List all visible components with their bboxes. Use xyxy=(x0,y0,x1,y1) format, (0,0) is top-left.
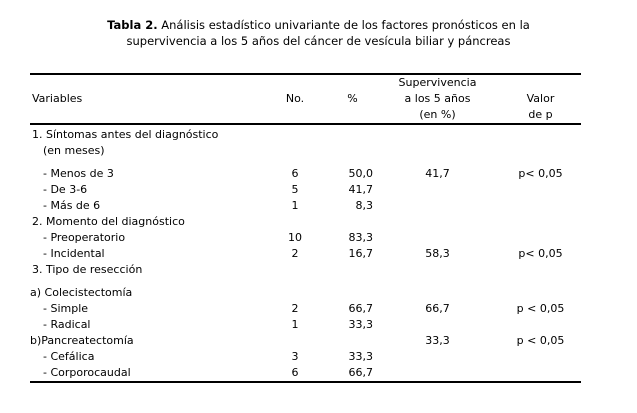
table-row xyxy=(30,301,581,317)
cell-percent: 66,7 xyxy=(348,366,373,379)
cell-percent: 66,7 xyxy=(348,302,373,315)
cell-supervivencia xyxy=(375,143,500,159)
cell-percent xyxy=(330,262,375,278)
column-header-supervivencia-line2: a los 5 años xyxy=(404,92,471,105)
cell-percent xyxy=(330,214,375,230)
row-label: - De 3-6 xyxy=(43,183,88,196)
cell-supervivencia xyxy=(375,278,500,301)
column-header-no: No. xyxy=(260,74,330,124)
header-row xyxy=(30,74,581,124)
column-header-percent: % xyxy=(330,74,375,124)
cell-supervivencia xyxy=(375,214,500,230)
cell-pvalue xyxy=(500,349,581,365)
cell-supervivencia xyxy=(375,262,500,278)
row-label: b)Pancreatectomía xyxy=(30,334,134,347)
table-body xyxy=(30,124,581,382)
cell-supervivencia: 41,7 xyxy=(425,167,450,180)
table-row xyxy=(30,143,581,159)
cell-percent xyxy=(330,278,375,301)
table-row xyxy=(30,182,581,198)
row-label: - Incidental xyxy=(43,247,105,260)
cell-percent xyxy=(330,124,375,143)
row-label: 1. Síntomas antes del diagnóstico xyxy=(32,128,219,141)
table-caption-line1 xyxy=(0,17,637,33)
table-caption xyxy=(0,0,637,49)
table-row xyxy=(30,262,581,278)
row-label: 3. Tipo de resección xyxy=(32,263,143,276)
cell-no: 2 xyxy=(291,302,299,315)
cell-percent: 8,3 xyxy=(355,199,373,212)
cell-supervivencia xyxy=(375,124,500,143)
cell-pvalue: p< 0,05 xyxy=(518,167,563,180)
table-caption-text2: supervivencia a los 5 años del cáncer de vesícula biliar y páncreas xyxy=(126,34,511,48)
table-row xyxy=(30,124,581,143)
cell-no xyxy=(260,124,330,143)
cell-supervivencia xyxy=(375,230,500,246)
cell-supervivencia xyxy=(375,182,500,198)
cell-no: 10 xyxy=(288,231,302,244)
cell-no: 1 xyxy=(291,199,299,212)
cell-no xyxy=(260,262,330,278)
column-header-supervivencia xyxy=(375,74,500,124)
cell-percent: 41,7 xyxy=(348,183,373,196)
cell-no: 1 xyxy=(291,318,299,331)
statistics-table xyxy=(30,73,581,383)
table-row xyxy=(30,246,581,262)
cell-no xyxy=(260,333,330,349)
cell-percent: 16,7 xyxy=(348,247,373,260)
cell-percent: 83,3 xyxy=(348,231,373,244)
row-label: - Preoperatorio xyxy=(43,231,126,244)
cell-no xyxy=(260,214,330,230)
column-header-supervivencia-line1: Supervivencia xyxy=(398,76,477,89)
table-row xyxy=(30,198,581,214)
column-header-variables: Variables xyxy=(30,74,260,124)
table-row xyxy=(30,214,581,230)
table-header xyxy=(30,74,581,124)
cell-supervivencia xyxy=(375,365,500,382)
table-caption-number: Tabla 2. xyxy=(107,18,158,32)
table-row xyxy=(30,159,581,182)
cell-pvalue: p< 0,05 xyxy=(518,247,563,260)
cell-percent: 50,0 xyxy=(348,167,373,180)
table-row xyxy=(30,230,581,246)
table-caption-text1: Análisis estadístico univariante de los factores pronósticos en la xyxy=(161,18,530,32)
table-row xyxy=(30,365,581,382)
cell-pvalue xyxy=(500,230,581,246)
table-row xyxy=(30,333,581,349)
cell-supervivencia xyxy=(375,349,500,365)
cell-pvalue xyxy=(500,143,581,159)
cell-pvalue: p < 0,05 xyxy=(516,334,565,347)
row-label: - Más de 6 xyxy=(43,199,101,212)
row-label: - Radical xyxy=(43,318,91,331)
cell-percent: 33,3 xyxy=(348,350,373,363)
row-label: - Menos de 3 xyxy=(43,167,114,180)
cell-pvalue xyxy=(500,198,581,214)
row-label: (en meses) xyxy=(43,144,105,157)
cell-pvalue xyxy=(500,317,581,333)
cell-pvalue xyxy=(500,365,581,382)
cell-pvalue xyxy=(500,124,581,143)
row-label: - Cefálica xyxy=(43,350,95,363)
cell-supervivencia: 66,7 xyxy=(425,302,450,315)
table-row xyxy=(30,317,581,333)
row-label: - Corporocaudal xyxy=(43,366,131,379)
cell-supervivencia xyxy=(375,198,500,214)
cell-no: 2 xyxy=(291,247,299,260)
cell-pvalue xyxy=(500,214,581,230)
cell-percent: 33,3 xyxy=(348,318,373,331)
table-row xyxy=(30,278,581,301)
cell-pvalue xyxy=(500,262,581,278)
column-header-supervivencia-line3: (en %) xyxy=(419,108,456,121)
row-label: 2. Momento del diagnóstico xyxy=(32,215,185,228)
cell-no: 3 xyxy=(291,350,299,363)
cell-pvalue xyxy=(500,182,581,198)
cell-no xyxy=(260,143,330,159)
cell-pvalue: p < 0,05 xyxy=(516,302,565,315)
table-row xyxy=(30,349,581,365)
cell-percent xyxy=(330,143,375,159)
cell-pvalue xyxy=(500,278,581,301)
cell-supervivencia: 58,3 xyxy=(425,247,450,260)
cell-no xyxy=(260,278,330,301)
cell-percent xyxy=(330,333,375,349)
cell-no: 6 xyxy=(291,366,299,379)
row-label: a) Colecistectomía xyxy=(30,286,133,299)
cell-no: 5 xyxy=(291,183,299,196)
column-header-pvalue xyxy=(500,74,581,124)
cell-no: 6 xyxy=(291,167,299,180)
cell-supervivencia: 33,3 xyxy=(425,334,450,347)
row-label: - Simple xyxy=(43,302,89,315)
column-header-pvalue-line2: de p xyxy=(528,108,553,121)
column-header-pvalue-line1: Valor xyxy=(526,92,555,105)
cell-supervivencia xyxy=(375,317,500,333)
